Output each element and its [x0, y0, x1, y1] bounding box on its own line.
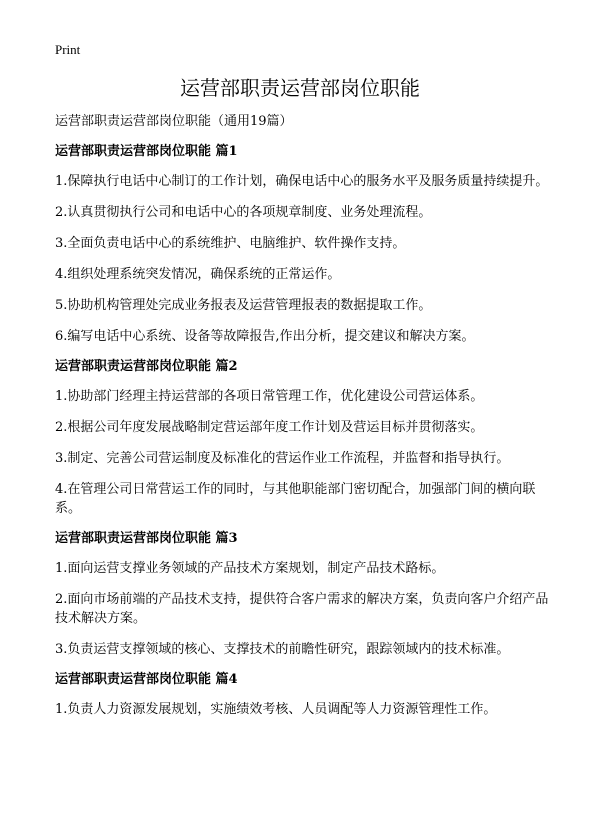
- list-item: 5.协助机构管理处完成业务报表及运营管理报表的数据提取工作。: [55, 298, 432, 313]
- section-4: [55, 671, 556, 719]
- document-title: 运营部职责运营部岗位职能: [180, 76, 420, 100]
- list-item: 6.编写电话中心系统、设备等故障报告,作出分析，提交建议和解决方案。: [55, 329, 475, 344]
- list-item: 3.负责运营支撑领域的核心、支撑技术的前瞻性研究，跟踪领域内的技术标准。: [55, 642, 510, 657]
- list-item: 1.面向运营支撑业务领域的产品技术方案规划，制定产品技术路标。: [55, 561, 445, 576]
- list-item: 2.面向市场前端的产品技术支持，提供符合客户需求的解决方案，负责向客户介绍产品技术解决方案。: [55, 592, 549, 626]
- section-heading: 运营部职责运营部岗位职能 篇4: [55, 672, 238, 687]
- print-label: Print: [55, 42, 81, 57]
- list-item: 3.全面负责电话中心的系统维护、电脑维护、软件操作支持。: [55, 236, 406, 251]
- document-subtitle: 运营部职责运营部岗位职能（通用19篇）: [55, 114, 293, 129]
- list-item: 1.负责人力资源发展规划，实施绩效考核、人员调配等人力资源管理性工作。: [55, 702, 497, 717]
- list-item: 2.认真贯彻执行公司和电话中心的各项规章制度、业务处理流程。: [55, 205, 432, 220]
- list-item: 3.制定、完善公司营运制度及标准化的营运作业工作流程，并监督和指导执行。: [55, 451, 510, 466]
- list-item: 1.保障执行电话中心制订的工作计划，确保电话中心的服务水平及服务质量持续提升。: [55, 174, 549, 189]
- list-item: 4.组织处理系统突发情况，确保系统的正常运作。: [55, 267, 341, 282]
- list-item: 4.在管理公司日常营运工作的同时，与其他职能部门密切配合，加强部门间的横向联系。: [55, 482, 536, 516]
- section-heading: 运营部职责运营部岗位职能 篇2: [55, 359, 238, 374]
- section-1: [55, 143, 556, 346]
- section-heading: 运营部职责运营部岗位职能 篇1: [55, 144, 238, 159]
- section-heading: 运营部职责运营部岗位职能 篇3: [55, 531, 238, 546]
- list-item: 2.根据公司年度发展战略制定营运部年度工作计划及营运目标并贯彻落实。: [55, 420, 484, 435]
- section-2: [55, 358, 556, 518]
- list-item: 1.协助部门经理主持运营部的各项日常管理工作，优化建设公司营运体系。: [55, 389, 484, 404]
- section-3: [55, 530, 556, 659]
